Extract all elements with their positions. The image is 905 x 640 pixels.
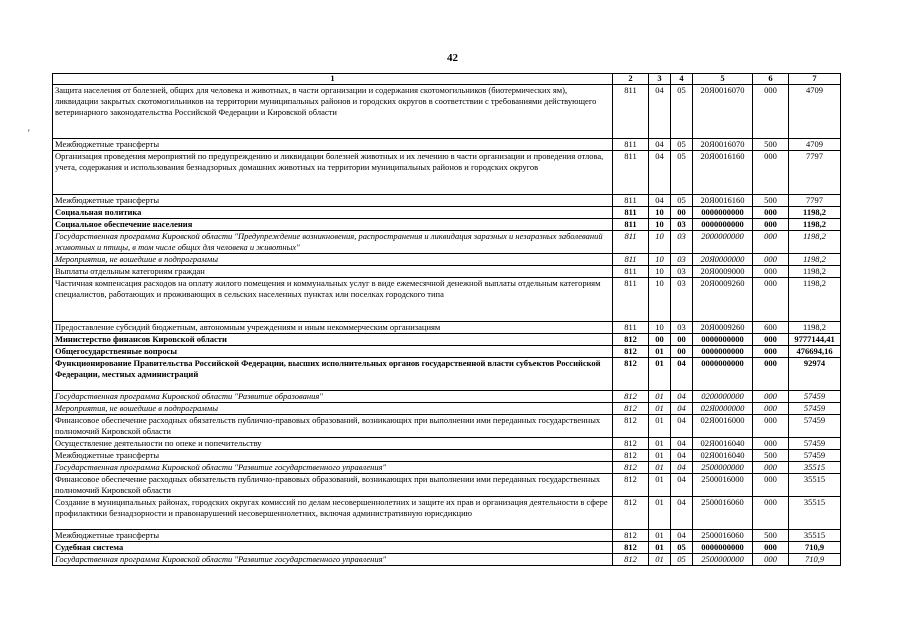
row-target-code: 02Я0016040	[693, 450, 753, 462]
row-expense-type: 000	[753, 85, 789, 139]
row-subsection-code: 04	[671, 450, 693, 462]
row-amount: 35515	[789, 474, 841, 497]
row-description: Государственная программа Кировской области "Развитие государственного управления"	[53, 462, 613, 474]
row-subsection-code: 03	[671, 231, 693, 254]
row-subsection-code: 04	[671, 358, 693, 391]
page-number: 42	[447, 52, 458, 64]
row-target-code: 02Я0016040	[693, 438, 753, 450]
row-ministry-code: 811	[613, 85, 649, 139]
row-ministry-code: 812	[613, 450, 649, 462]
table-row	[53, 554, 841, 566]
row-expense-type: 000	[753, 542, 789, 554]
budget-table	[52, 73, 841, 566]
row-ministry-code: 811	[613, 151, 649, 195]
row-amount: 57459	[789, 450, 841, 462]
row-expense-type: 000	[753, 278, 789, 322]
row-description: Социальное обеспечение населения	[53, 219, 613, 231]
row-section-code: 04	[649, 139, 671, 151]
table-row	[53, 530, 841, 542]
row-subsection-code: 04	[671, 403, 693, 415]
row-subsection-code: 03	[671, 322, 693, 334]
row-subsection-code: 03	[671, 266, 693, 278]
row-amount: 710,9	[789, 554, 841, 566]
row-expense-type: 500	[753, 195, 789, 207]
row-target-code: 2500000000	[693, 462, 753, 474]
row-description: Создание в муниципальных районах, городских округах комиссий по делам несовершеннолетних и защите их прав и организация деятельности в сфере профилактики безнадзорности и правонарушений несовершеннолетних, включая административную юрисдикцию	[53, 497, 613, 530]
table-row	[53, 391, 841, 403]
row-amount: 1198,2	[789, 266, 841, 278]
row-expense-type: 000	[753, 266, 789, 278]
row-subsection-code: 04	[671, 474, 693, 497]
row-ministry-code: 812	[613, 403, 649, 415]
row-expense-type: 000	[753, 462, 789, 474]
row-amount: 4709	[789, 85, 841, 139]
row-section-code: 01	[649, 554, 671, 566]
row-ministry-code: 811	[613, 278, 649, 322]
row-subsection-code: 05	[671, 542, 693, 554]
row-expense-type: 000	[753, 219, 789, 231]
table-row	[53, 207, 841, 219]
row-ministry-code: 811	[613, 195, 649, 207]
row-section-code: 04	[649, 85, 671, 139]
row-subsection-code: 05	[671, 151, 693, 195]
row-target-code: 2500016000	[693, 474, 753, 497]
row-section-code: 01	[649, 403, 671, 415]
row-section-code: 04	[649, 195, 671, 207]
row-target-code: 20Я0009000	[693, 266, 753, 278]
row-amount: 1198,2	[789, 219, 841, 231]
row-amount: 1198,2	[789, 207, 841, 219]
row-subsection-code: 00	[671, 346, 693, 358]
row-subsection-code: 03	[671, 219, 693, 231]
row-target-code: 20Я0016160	[693, 195, 753, 207]
row-section-code: 01	[649, 542, 671, 554]
row-section-code: 10	[649, 231, 671, 254]
row-expense-type: 500	[753, 139, 789, 151]
row-amount: 7797	[789, 151, 841, 195]
row-amount: 35515	[789, 497, 841, 530]
row-expense-type: 000	[753, 334, 789, 346]
row-target-code: 20Я0016160	[693, 151, 753, 195]
row-expense-type: 500	[753, 530, 789, 542]
row-amount: 1198,2	[789, 278, 841, 322]
row-description: Мероприятия, не вошедшие в подпрограммы	[53, 254, 613, 266]
row-subsection-code: 00	[671, 207, 693, 219]
row-amount: 57459	[789, 438, 841, 450]
row-target-code: 0000000000	[693, 358, 753, 391]
table-row	[53, 462, 841, 474]
row-amount: 92974	[789, 358, 841, 391]
row-target-code: 2500016060	[693, 530, 753, 542]
row-ministry-code: 812	[613, 474, 649, 497]
col-header-3: 3	[649, 74, 671, 85]
row-expense-type: 000	[753, 358, 789, 391]
row-target-code: 0000000000	[693, 334, 753, 346]
row-section-code: 04	[649, 151, 671, 195]
row-amount: 710,9	[789, 542, 841, 554]
row-section-code: 01	[649, 450, 671, 462]
row-amount: 9777144,41	[789, 334, 841, 346]
row-subsection-code: 05	[671, 554, 693, 566]
row-target-code: 2500016060	[693, 497, 753, 530]
row-expense-type: 500	[753, 450, 789, 462]
header-row	[53, 74, 841, 85]
row-target-code: 2500000000	[693, 554, 753, 566]
row-subsection-code: 04	[671, 415, 693, 438]
row-section-code: 10	[649, 207, 671, 219]
row-subsection-code: 00	[671, 334, 693, 346]
row-target-code: 02Я0016000	[693, 415, 753, 438]
row-ministry-code: 812	[613, 334, 649, 346]
row-expense-type: 000	[753, 497, 789, 530]
row-expense-type: 600	[753, 322, 789, 334]
row-ministry-code: 811	[613, 266, 649, 278]
row-description: Государственная программа Кировской области "Предупреждение возникновения, распространения и ликвидация заразных и незаразных заболеваний животных и птицы, в том числе общих для человека и животных"	[53, 231, 613, 254]
row-ministry-code: 812	[613, 542, 649, 554]
row-target-code: 20Я0016070	[693, 85, 753, 139]
row-description: Межбюджетные трансферты	[53, 530, 613, 542]
row-description: Осуществление деятельности по опеке и попечительству	[53, 438, 613, 450]
row-ministry-code: 811	[613, 139, 649, 151]
row-expense-type: 000	[753, 151, 789, 195]
table-row	[53, 403, 841, 415]
row-section-code: 10	[649, 278, 671, 322]
row-section-code: 01	[649, 346, 671, 358]
table-row	[53, 497, 841, 530]
row-subsection-code: 05	[671, 85, 693, 139]
row-ministry-code: 811	[613, 231, 649, 254]
table-row	[53, 85, 841, 139]
row-ministry-code: 811	[613, 322, 649, 334]
row-description: Межбюджетные трансферты	[53, 139, 613, 151]
table-row	[53, 346, 841, 358]
row-subsection-code: 03	[671, 254, 693, 266]
table-body	[53, 85, 841, 566]
row-ministry-code: 812	[613, 438, 649, 450]
row-amount: 57459	[789, 415, 841, 438]
row-target-code: 0000000000	[693, 346, 753, 358]
row-section-code: 01	[649, 358, 671, 391]
table-row	[53, 219, 841, 231]
row-section-code: 01	[649, 497, 671, 530]
row-amount: 7797	[789, 195, 841, 207]
row-ministry-code: 812	[613, 391, 649, 403]
row-description: Мероприятия, не вошедшие в подпрограммы	[53, 403, 613, 415]
col-header-4: 4	[671, 74, 693, 85]
row-description: Межбюджетные трансферты	[53, 195, 613, 207]
row-ministry-code: 811	[613, 254, 649, 266]
row-expense-type: 000	[753, 474, 789, 497]
table-row	[53, 450, 841, 462]
row-description: Государственная программа Кировской области "Развитие государственного управления"	[53, 554, 613, 566]
row-subsection-code: 04	[671, 438, 693, 450]
row-target-code: 20Я0009260	[693, 322, 753, 334]
row-target-code: 0000000000	[693, 219, 753, 231]
row-description: Общегосударственные вопросы	[53, 346, 613, 358]
table-row	[53, 358, 841, 391]
row-ministry-code: 811	[613, 207, 649, 219]
row-amount: 1198,2	[789, 254, 841, 266]
row-section-code: 10	[649, 322, 671, 334]
row-expense-type: 000	[753, 415, 789, 438]
col-header-7: 7	[789, 74, 841, 85]
row-expense-type: 000	[753, 231, 789, 254]
row-amount: 57459	[789, 403, 841, 415]
row-target-code: 2000000000	[693, 231, 753, 254]
table-row	[53, 542, 841, 554]
row-ministry-code: 811	[613, 219, 649, 231]
row-ministry-code: 812	[613, 358, 649, 391]
row-ministry-code: 812	[613, 346, 649, 358]
row-ministry-code: 812	[613, 462, 649, 474]
row-target-code: 20Я0000000	[693, 254, 753, 266]
row-ministry-code: 812	[613, 530, 649, 542]
row-section-code: 01	[649, 474, 671, 497]
table-row	[53, 415, 841, 438]
row-description: Функционирование Правительства Российской Федерации, высших исполнительных органов государственной власти субъектов Российской Федерации, местных администраций	[53, 358, 613, 391]
row-amount: 57459	[789, 391, 841, 403]
row-expense-type: 000	[753, 254, 789, 266]
col-header-1: 1	[53, 74, 613, 85]
row-target-code: 0200000000	[693, 391, 753, 403]
row-section-code: 01	[649, 462, 671, 474]
row-ministry-code: 812	[613, 415, 649, 438]
table-row	[53, 474, 841, 497]
row-ministry-code: 812	[613, 497, 649, 530]
col-header-6: 6	[753, 74, 789, 85]
row-amount: 35515	[789, 530, 841, 542]
row-ministry-code: 812	[613, 554, 649, 566]
row-section-code: 01	[649, 391, 671, 403]
row-subsection-code: 04	[671, 462, 693, 474]
table-row	[53, 334, 841, 346]
margin-mark: '	[28, 128, 30, 138]
row-target-code: 20Я0016070	[693, 139, 753, 151]
row-subsection-code: 04	[671, 530, 693, 542]
row-description: Выплаты отдельным категориям граждан	[53, 266, 613, 278]
row-target-code: 0000000000	[693, 542, 753, 554]
row-amount: 4709	[789, 139, 841, 151]
row-subsection-code: 03	[671, 278, 693, 322]
row-expense-type: 000	[753, 554, 789, 566]
row-amount: 1198,2	[789, 231, 841, 254]
row-subsection-code: 04	[671, 497, 693, 530]
row-amount: 35515	[789, 462, 841, 474]
row-amount: 476694,16	[789, 346, 841, 358]
row-target-code: 20Я0009260	[693, 278, 753, 322]
table-row	[53, 139, 841, 151]
row-description: Межбюджетные трансферты	[53, 450, 613, 462]
row-description: Министерство финансов Кировской области	[53, 334, 613, 346]
row-section-code: 00	[649, 334, 671, 346]
col-header-2: 2	[613, 74, 649, 85]
row-subsection-code: 05	[671, 195, 693, 207]
table-row	[53, 231, 841, 254]
table-row	[53, 266, 841, 278]
col-header-5: 5	[693, 74, 753, 85]
row-target-code: 02Я0000000	[693, 403, 753, 415]
row-description: Финансовое обеспечение расходных обязательств публично-правовых образований, возникающих при выполнении ими переданных государственных полномочий Кировской области	[53, 474, 613, 497]
row-description: Организация проведения мероприятий по предупреждению и ликвидации болезней животных и их лечению в части организации и проведения отлова, учета, содержания и использования безнадзорных домашних животных на территории муниципальных районов и городских округов	[53, 151, 613, 195]
row-subsection-code: 05	[671, 139, 693, 151]
table-row	[53, 322, 841, 334]
table-row	[53, 151, 841, 195]
table-row	[53, 438, 841, 450]
table-row	[53, 278, 841, 322]
row-target-code: 0000000000	[693, 207, 753, 219]
row-description: Частичная компенсация расходов на оплату жилого помещения и коммунальных услуг в виде ежемесячной денежной выплаты отдельным категориям специалистов, работающих и проживающих в сельских населенных пунктах или поселках городского типа	[53, 278, 613, 322]
row-section-code: 10	[649, 219, 671, 231]
row-expense-type: 000	[753, 438, 789, 450]
row-expense-type: 000	[753, 207, 789, 219]
row-description: Государственная программа Кировской области "Развитие образования"	[53, 391, 613, 403]
row-expense-type: 000	[753, 346, 789, 358]
row-section-code: 10	[649, 266, 671, 278]
table-row	[53, 254, 841, 266]
row-description: Предоставление субсидий бюджетным, автономным учреждениям и иным некоммерческим организациям	[53, 322, 613, 334]
row-expense-type: 000	[753, 391, 789, 403]
table-row	[53, 195, 841, 207]
row-expense-type: 000	[753, 403, 789, 415]
row-section-code: 01	[649, 438, 671, 450]
row-amount: 1198,2	[789, 322, 841, 334]
row-section-code: 01	[649, 530, 671, 542]
row-description: Судебная система	[53, 542, 613, 554]
row-section-code: 10	[649, 254, 671, 266]
row-section-code: 01	[649, 415, 671, 438]
row-description: Финансовое обеспечение расходных обязательств публично-правовых образований, возникающих при выполнении ими переданных государственных полномочий Кировской области	[53, 415, 613, 438]
row-description: Защита населения от болезней, общих для человека и животных, в части организации и содержания скотомогильников (биотермических ям), ликвидации закрытых скотомогильников на территории муниципальных районов и городских округов в соответствии с требованиями действующего ветеринарного законодательства Российской Федерации и Кировской области	[53, 85, 613, 139]
row-description: Социальная политика	[53, 207, 613, 219]
row-subsection-code: 04	[671, 391, 693, 403]
